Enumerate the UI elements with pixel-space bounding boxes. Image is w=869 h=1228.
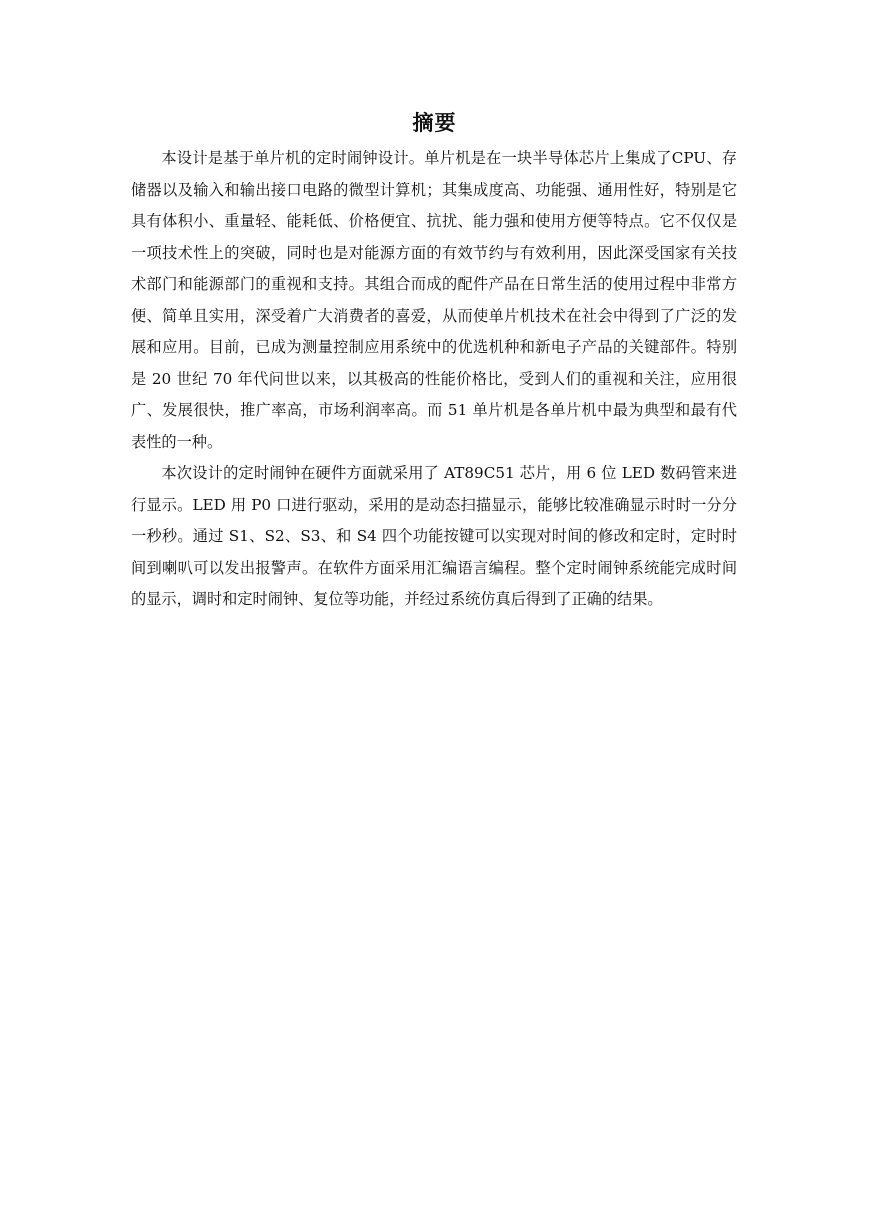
abstract-body — [131, 143, 737, 616]
abstract-paragraph-2: 本次设计的定时闹钟在硬件方面就采用了 AT89C51 芯片，用 6 位 LED 数码管来进行显示。LED 用 P0 口进行驱动，采用的是动态扫描显示，能够比较准确显示时时一分分一秒秒。通过 S1、S2、S3、和 S4 四个功能按键可以实现对时间的修改和定时，定时时间到喇叭可以发出报警声。在软件方面采用汇编语言编程。整个定时闹钟系统能完成时间的显示，调时和定时闹钟、复位等功能，并经过系统仿真后得到了正确的结果。 — [131, 464, 737, 608]
abstract-title: 摘要 — [412, 111, 457, 135]
abstract-paragraph-1: 本设计是基于单片机的定时闹钟设计。单片机是在一块半导体芯片上集成了CPU、存储器以及输入和输出接口电路的微型计算机；其集成度高、功能强、通用性好，特别是它具有体积小、重量轻、能耗低、价格便宜、抗扰、能力强和使用方便等特点。它不仅仅是一项技术性上的突破，同时也是对能源方面的有效节约与有效利用，因此深受国家有关技术部门和能源部门的重视和支持。其组合而成的配件产品在日常生活的使用过程中非常方便、简单且实用，深受着广大消费者的喜爱，从而使单片机技术在社会中得到了广泛的发展和应用。目前，已成为测量控制应用系统中的优选机种和新电子产品的关键部件。特别是 20 世纪 70 年代问世以来，以其极高的性能价格比，受到人们的重视和关注，应用很广、发展很快，推广率高，市场利润率高。而 51 单片机是各单片机中最为典型和最有代表性的一种。 — [131, 149, 737, 451]
